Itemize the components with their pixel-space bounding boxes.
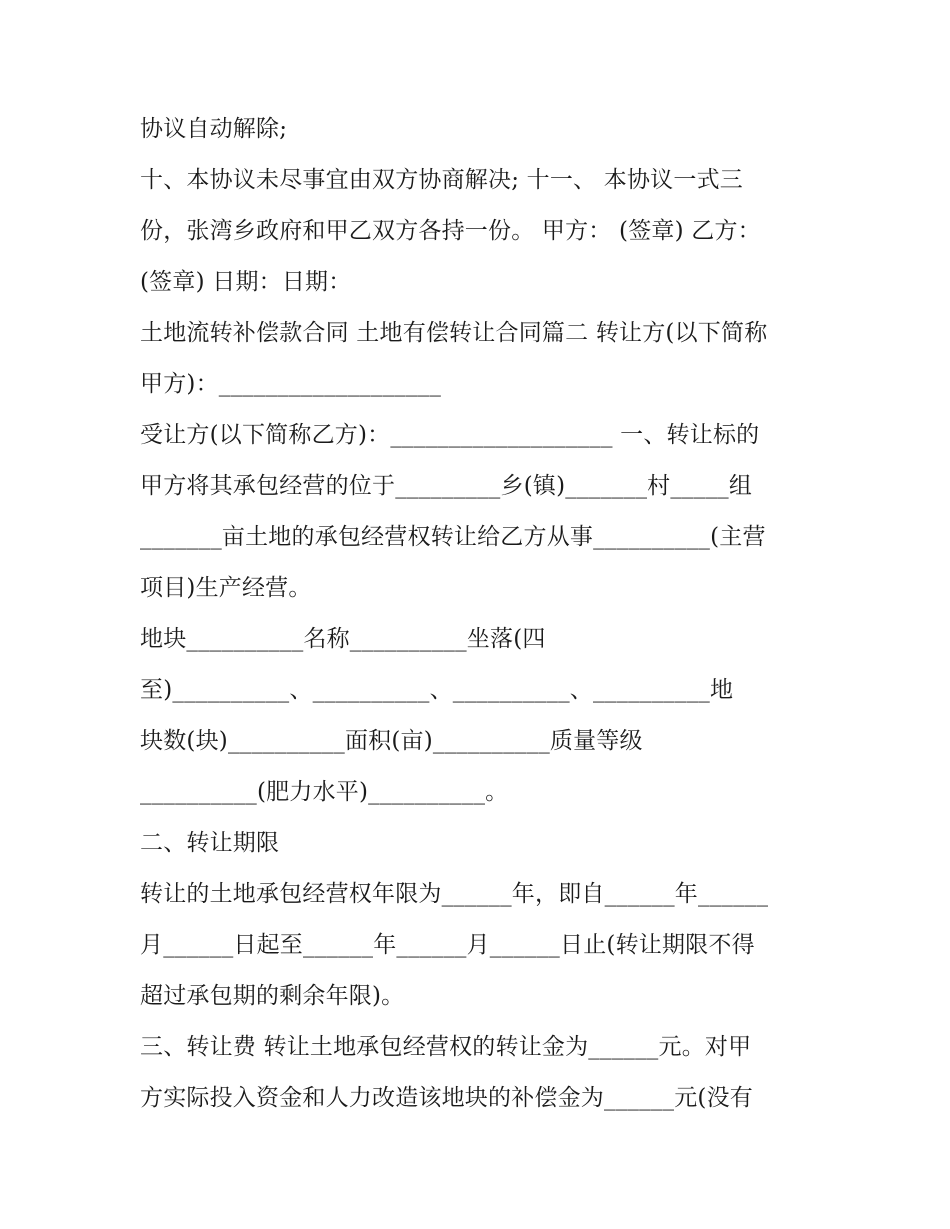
text-line: 超过承包期的剩余年限)。 bbox=[140, 983, 405, 1009]
text-line: 三、转让费 转让土地承包经营权的转让金为______元。对甲 bbox=[140, 1034, 752, 1060]
text-line: 甲方)：___________________ bbox=[140, 371, 442, 397]
text-line: 月______日起至______年______月______日止(转让期限不得 bbox=[140, 932, 755, 958]
text-line: 项目)生产经营。 bbox=[140, 575, 312, 601]
text-line: 方实际投入资金和人力改造该地块的补偿金为______元(没有 bbox=[140, 1085, 753, 1111]
text-line: 土地流转补偿款合同 土地有偿转让合同篇二 转让方(以下简称 bbox=[140, 320, 768, 346]
text-line: 协议自动解除; bbox=[140, 116, 288, 142]
text-line: 至)__________、__________、__________、__________地 bbox=[140, 677, 734, 703]
text-line: 甲方将其承包经营的位于_________乡(镇)_______村_____组 bbox=[140, 473, 753, 499]
text-line: 份，张湾乡政府和甲乙双方各持一份。 甲方： (签章) 乙方： bbox=[140, 218, 761, 244]
text-line: 块数(块)__________面积(亩)__________质量等级 bbox=[140, 728, 643, 754]
text-line: __________(肥力水平)__________。 bbox=[140, 779, 509, 805]
text-line: _______亩土地的承包经营权转让给乙方从事__________(主营 bbox=[140, 524, 766, 550]
text-line: (签章) 日期：日期： bbox=[140, 269, 352, 295]
text-line: 地块__________名称__________坐落(四 bbox=[140, 626, 546, 652]
text-line: 转让的土地承包经营权年限为______年，即自______年______ bbox=[140, 881, 769, 907]
text-line: 十、本协议未尽事宜由双方协商解决; 十一、 本协议一式三 bbox=[140, 167, 743, 193]
section-heading: 二、转让期限 bbox=[140, 830, 280, 856]
text-line: 受让方(以下简称乙方)：___________________ 一、转让标的 bbox=[140, 422, 760, 448]
